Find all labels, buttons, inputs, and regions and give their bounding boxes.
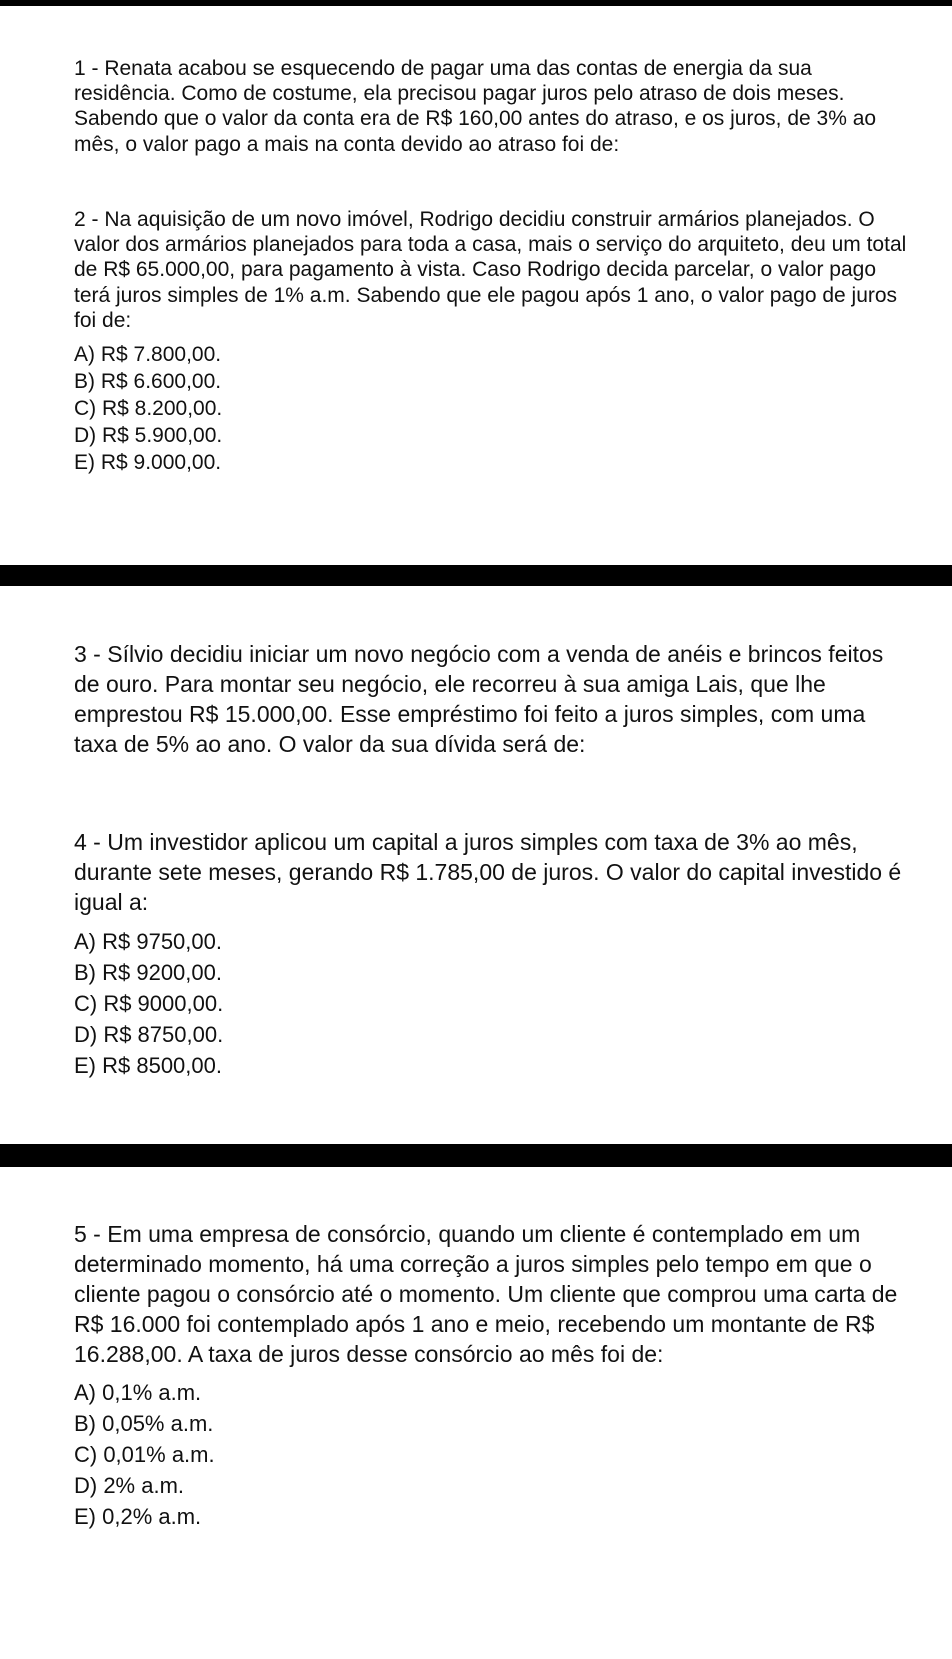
question-4 — [74, 828, 914, 1081]
question-5-options — [74, 1377, 914, 1532]
question-5-text: 5 - Em uma empresa de consórcio, quando um cliente é contemplado em um determinado momento, há uma correção a juros simples pelo tempo em que o cliente pagou o consórcio até o momento. Um cliente que comprou uma carta de R$ 16.000 foi contemplado após 1 ano e meio, recebendo um montante de R$ 16.288,00. A taxa de juros desse consórcio ao mês foi de: — [74, 1221, 898, 1367]
question-3 — [74, 640, 914, 760]
question-5 — [74, 1220, 914, 1532]
question-5-option-c: C) 0,01% a.m. — [74, 1442, 215, 1468]
question-5-option-b: B) 0,05% a.m. — [74, 1411, 214, 1437]
question-5-option-a: A) 0,1% a.m. — [74, 1380, 202, 1406]
question-4-option-c: C) R$ 9000,00. — [74, 990, 224, 1016]
question-4-option-a: A) R$ 9750,00. — [74, 928, 222, 954]
question-4-option-e: E) R$ 8500,00. — [74, 1052, 222, 1078]
question-4-text: 4 - Um investidor aplicou um capital a juros simples com taxa de 3% ao mês, durante sete meses, gerando R$ 1.785,00 de juros. O valor do capital investido é igual a: — [74, 829, 902, 915]
question-4-option-d: D) R$ 8750,00. — [74, 1021, 224, 1047]
question-2-option-b: B) R$ 6.600,00. — [74, 369, 222, 393]
question-2-option-e: E) R$ 9.000,00. — [74, 450, 222, 474]
question-2-option-d: D) R$ 5.900,00. — [74, 423, 223, 447]
question-2 — [74, 207, 914, 476]
question-2-text: 2 - Na aquisição de um novo imóvel, Rodrigo decidiu construir armários planejados. O valor dos armários planejados para toda a casa, mais o serviço do arquiteto, deu um total de R$ 65.000,00, para pagamento à vista. Caso Rodrigo decida parcelar, o valor pago terá juros simples de 1% a.m. Sabendo que ele pagou após 1 ano, o valor pago de juros foi de: — [74, 208, 907, 332]
section-divider-1 — [0, 565, 952, 586]
question-2-options — [74, 341, 914, 476]
question-4-options — [74, 926, 914, 1081]
question-3-text: 3 - Sílvio decidiu iniciar um novo negócio com a venda de anéis e brincos feitos de ouro. Para montar seu negócio, ele recorreu à sua amiga Lais, que lhe emprestou R$ 15.000,00. Esse empréstimo foi feito a juros simples, com uma taxa de 5% ao ano. O valor da sua dívida será de: — [74, 641, 884, 757]
question-5-option-d: D) 2% a.m. — [74, 1473, 185, 1499]
question-2-option-c: C) R$ 8.200,00. — [74, 396, 223, 420]
section-divider-2 — [0, 1144, 952, 1167]
question-5-option-e: E) 0,2% a.m. — [74, 1504, 202, 1530]
top-divider — [0, 0, 952, 6]
question-1-text: 1 - Renata acabou se esquecendo de pagar uma das contas de energia da sua residência. Como de costume, ela precisou pagar juros pelo atraso de dois meses. Sabendo que o valor da conta era de R$ 160,00 antes do atraso, e os juros, de 3% ao mês, o valor pago a mais na conta devido ao atraso foi de: — [74, 57, 877, 156]
question-4-option-b: B) R$ 9200,00. — [74, 959, 222, 985]
question-1 — [74, 56, 914, 157]
question-2-option-a: A) R$ 7.800,00. — [74, 342, 222, 366]
